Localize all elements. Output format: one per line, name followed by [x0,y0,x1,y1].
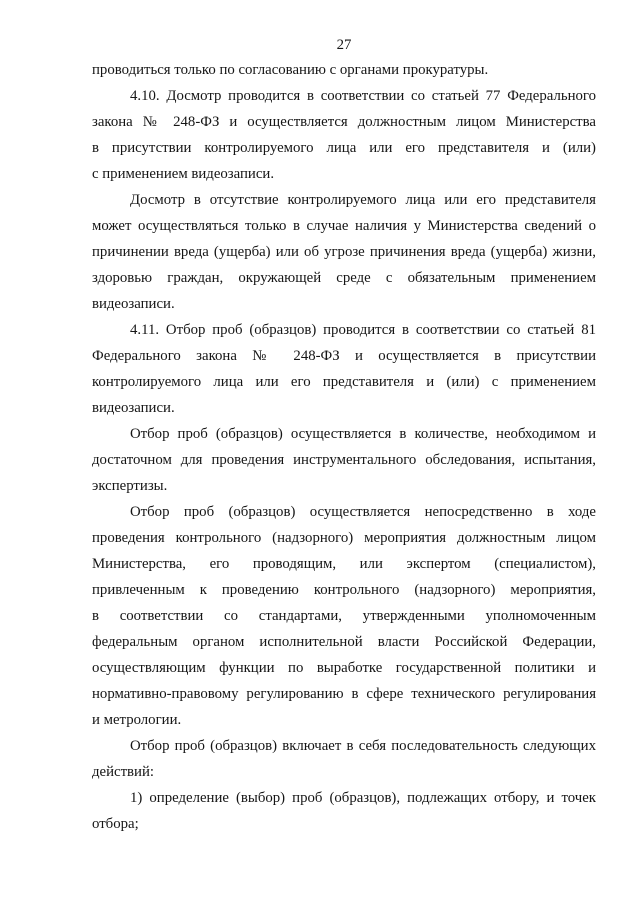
text-line: видеозаписи. [92,400,175,416]
text-line: Отбор проб (образцов) осуществляется в количестве, необходимом и [130,426,596,442]
text-line: контролируемого лица или его представителя и (или) с применением [92,374,596,390]
text-line: может осуществляться только в случае наличия у Министерства сведений о [92,218,596,234]
paragraph-sample-quantity [92,421,596,499]
text-line: 4.11. Отбор проб (образцов) проводится в соответствии со статьей 81 [130,322,596,338]
paragraph-sampling-procedure [92,499,596,733]
paragraph-actions-intro [92,733,596,785]
text-line: действий: [92,764,154,780]
text-line: закона № 248-ФЗ и осуществляется должностным лицом Министерства [92,114,596,130]
text-line: проведения контрольного (надзорного) мероприятия должностным лицом [92,530,596,546]
text-line: причинении вреда (ущерба) или об угрозе причинения вреда (ущерба) жизни, [92,244,596,260]
text-line: осуществляющим функции по выработке государственной политики и [92,660,596,676]
text-line: достаточном для проведения инструментального обследования, испытания, [92,452,596,468]
paragraph-continuation [92,57,596,83]
text-line: в соответствии со стандартами, утвержденными уполномоченным [92,608,596,624]
text-line: экспертизы. [92,478,168,494]
paragraph-4-10 [92,83,596,187]
text-line: видеозаписи. [92,296,175,312]
text-line: 4.10. Досмотр проводится в соответствии со статьей 77 Федерального [130,88,596,104]
page-number: 27 [336,37,352,53]
text-line: Министерства, его проводящим, или экспертом (специалистом), [92,556,596,572]
text-line: здоровью граждан, окружающей среде с обязательным применением [92,270,596,286]
text-line: и метрологии. [92,712,182,728]
text-line: привлеченным к проведению контрольного (надзорного) мероприятия, [92,582,596,598]
text-line: федеральным органом исполнительной власти Российской Федерации, [92,634,596,650]
text-line: Отбор проб (образцов) включает в себя последовательность следующих [130,738,596,754]
text-line: Отбор проб (образцов) осуществляется непосредственно в ходе [130,504,596,520]
text-line: в присутствии контролируемого лица или его представителя и (или) [92,140,596,156]
text-line: с применением видеозаписи. [92,166,275,182]
text-line: проводиться только по согласованию с органами прокуратуры. [92,62,489,78]
paragraph-4-11 [92,317,596,421]
paragraph-inspection-absence [92,187,596,317]
list-item-1 [92,785,596,837]
text-line: нормативно-правовому регулированию в сфере технического регулирования [92,686,596,702]
text-line: 1) определение (выбор) проб (образцов), подлежащих отбору, и точек [130,790,596,806]
text-line: Досмотр в отсутствие контролируемого лица или его представителя [130,192,596,208]
document-body [92,57,596,837]
text-line: Федерального закона № 248-ФЗ и осуществляется в присутствии [92,348,596,364]
text-line: отбора; [92,816,139,832]
